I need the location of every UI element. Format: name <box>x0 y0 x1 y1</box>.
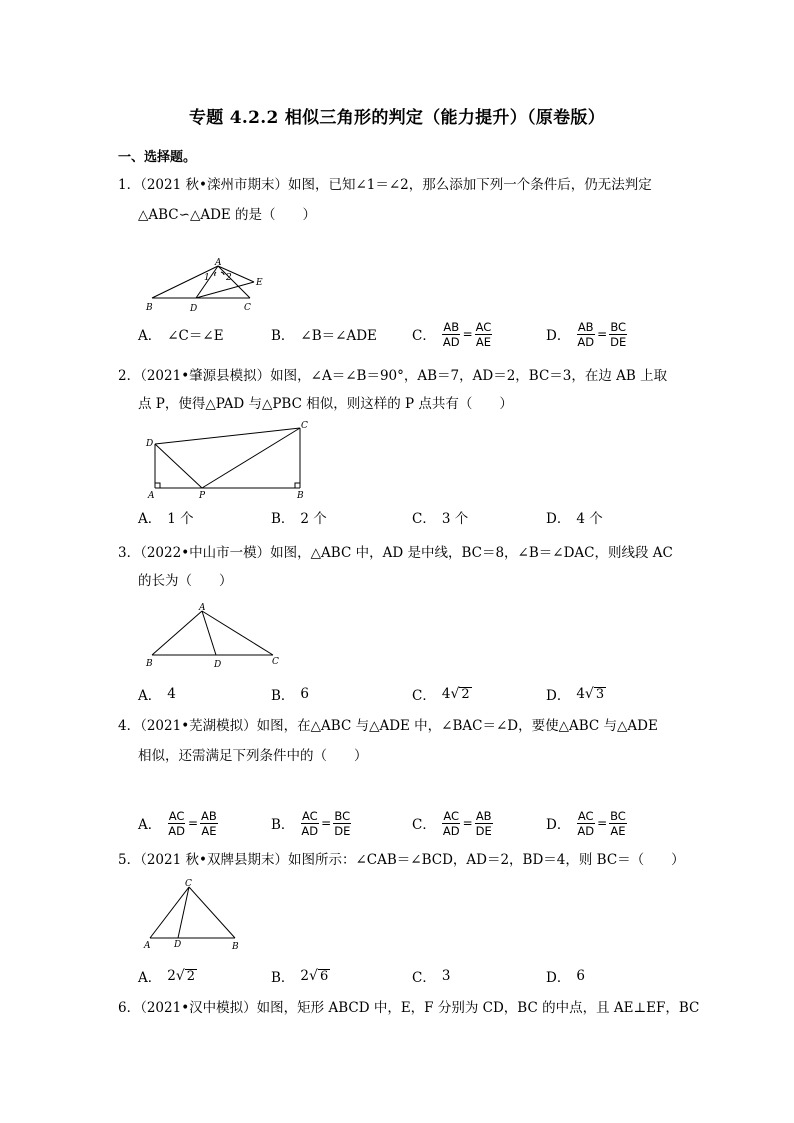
fraction: $\frac{AC}{AD}$ <box>301 808 319 838</box>
fraction: $\frac{AB}{AD}$ <box>577 319 595 349</box>
question-2-line-1: 2．（2021•肇源县模拟）如图，∠A＝∠B＝90°，AB＝7，AD＝2，BC＝3，在边 AB 上取 <box>118 368 668 384</box>
question-3-figure <box>140 600 290 672</box>
fig2-label-b: B <box>297 491 304 501</box>
square-root: √ 2 <box>450 686 470 702</box>
page-title: 专题 4.2.2 相似三角形的判定（能力提升）（原卷版） <box>188 108 606 128</box>
fig5-label-a: A <box>144 941 151 951</box>
question-2-choices <box>138 499 698 535</box>
q5-choice-b[interactable]: B． 2 √ 6 <box>271 968 329 986</box>
q5-choice-d[interactable]: D． 6 <box>546 968 585 986</box>
q2-choice-c[interactable]: C． 3 个 <box>412 511 469 527</box>
fraction: $\frac{AC}{AD}$ <box>577 808 595 838</box>
fraction: $\frac{BC}{AE}$ <box>610 808 626 838</box>
q3-choice-d[interactable]: D． 4 √ 3 <box>546 686 605 704</box>
square-root: √ 6 <box>309 968 329 984</box>
q2-choice-d[interactable]: D． 4 个 <box>546 511 603 527</box>
q2-choice-a[interactable]: A． 1 个 <box>138 511 194 527</box>
question-1-choices <box>138 316 698 352</box>
fraction: $\frac{AB}{AE}$ <box>201 808 217 838</box>
fraction: $\frac{AC}{AE}$ <box>475 319 492 349</box>
q4-choice-c[interactable]: C． $\frac{AC}{AD}$ = $\frac{AB}{DE}$ <box>412 808 492 838</box>
fraction: $\frac{AC}{AD}$ <box>442 808 460 838</box>
q1-choice-d[interactable]: D． $\frac{AB}{AD}$ = $\frac{BC}{DE}$ <box>546 319 627 349</box>
question-4-line-1: 4．（2021•芜湖模拟）如图，在△ABC 与△ADE 中，∠BAC＝∠D，要使△ABC 与△ADE <box>118 718 658 734</box>
fig1-label-d: D <box>190 304 198 314</box>
fig5-label-b: B <box>232 942 239 952</box>
question-1-line-1: 1．（2021 秋•滦州市期末）如图，已知∠1＝∠2，那么添加下列一个条件后，仍无法判定 <box>118 177 652 193</box>
q1-choice-c[interactable]: C． $\frac{AB}{AD}$ = $\frac{AC}{AE}$ <box>412 319 492 349</box>
q4-choice-a[interactable]: A． $\frac{AC}{AD}$ = $\frac{AB}{AE}$ <box>138 808 217 838</box>
question-4-choices <box>138 805 698 841</box>
question-6-line-1: 6．（2021•汉中模拟）如图，矩形 ABCD 中，E，F 分别为 CD，BC 的中点，且 AE⊥EF，BC <box>118 1000 700 1016</box>
square-root: √ 3 <box>584 686 605 702</box>
question-3-choices <box>138 676 698 712</box>
q4-choice-b[interactable]: B． $\frac{AC}{AD}$ = $\frac{BC}{DE}$ <box>271 808 351 838</box>
fig5-label-c: C <box>185 879 192 889</box>
question-4-line-2: 相似，还需满足下列条件中的（ ） <box>138 748 368 764</box>
fig1-label-2: 2 <box>226 273 232 283</box>
fig3-label-c: C <box>272 657 279 667</box>
fig2-label-d: D <box>146 439 154 449</box>
q2-choice-b[interactable]: B． 2 个 <box>271 511 327 527</box>
q5-choice-a[interactable]: A． 2 √ 2 <box>138 968 196 986</box>
question-5-line-1: 5．（2021 秋•双牌县期末）如图所示：∠CAB＝∠BCD，AD＝2，BD＝4，则 BC＝（ ） <box>118 852 685 868</box>
fig3-label-d: D <box>214 660 222 670</box>
fig3-label-b: B <box>146 659 153 669</box>
question-5-figure <box>140 876 250 954</box>
fig5-label-d: D <box>174 940 182 950</box>
fig1-label-a: A <box>215 258 222 268</box>
q1-choice-a[interactable]: A． ∠C＝∠E <box>138 328 224 344</box>
fraction: $\frac{AC}{AD}$ <box>168 808 185 838</box>
fig1-label-c: C <box>244 303 251 313</box>
question-2-figure <box>140 418 320 502</box>
fig1-label-b: B <box>146 303 153 313</box>
fraction: $\frac{AB}{AD}$ <box>442 319 460 349</box>
fig2-label-a: A <box>148 491 155 501</box>
q3-choice-a[interactable]: A． 4 <box>138 686 176 704</box>
question-1-figure <box>140 258 270 316</box>
square-root: √ 2 <box>175 968 196 984</box>
question-1-line-2: △ABC∽△ADE 的是（ ） <box>138 207 317 223</box>
question-2-line-2: 点 P，使得△PAD 与△PBC 相似，则这样的 P 点共有（ ） <box>138 396 513 412</box>
fig3-label-a: A <box>199 603 206 613</box>
q5-choice-c[interactable]: C． 3 <box>412 968 451 986</box>
question-5-choices <box>138 958 698 994</box>
fig1-label-1: 1 <box>204 273 210 283</box>
q4-choice-d[interactable]: D． $\frac{AC}{AD}$ = $\frac{BC}{AE}$ <box>546 808 626 838</box>
fraction: $\frac{AB}{DE}$ <box>475 808 492 838</box>
fig1-label-e: E <box>256 278 263 288</box>
fig2-label-c: C <box>301 421 308 431</box>
section-heading: 一、选择题。 <box>118 150 197 165</box>
q3-choice-b[interactable]: B． 6 <box>271 686 310 704</box>
fig2-label-p: P <box>199 491 206 501</box>
question-3-line-2: 的长为（ ） <box>138 573 233 589</box>
q3-choice-c[interactable]: C． 4 √ 2 <box>412 686 470 704</box>
question-3-line-1: 3．（2022•中山市一模）如图，△ABC 中，AD 是中线，BC＝8，∠B＝∠DAC，则线段 AC <box>118 545 673 561</box>
fraction: $\frac{BC}{DE}$ <box>334 808 351 838</box>
q1-choice-b[interactable]: B． ∠B＝∠ADE <box>271 328 377 344</box>
fraction: $\frac{BC}{DE}$ <box>610 319 627 349</box>
